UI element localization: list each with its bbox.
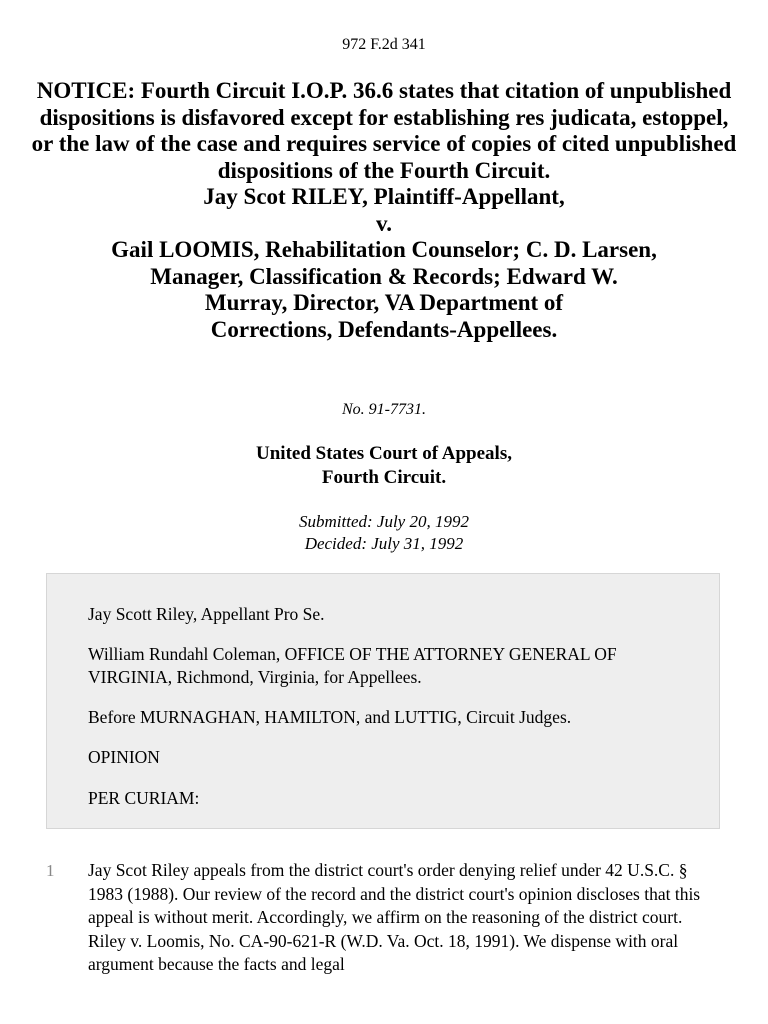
submitted-date: Submitted: July 20, 1992 — [299, 512, 469, 531]
plaintiff-line: Jay Scot RILEY, Plaintiff-Appellant, — [203, 184, 565, 209]
appellees-counsel: William Rundahl Coleman, OFFICE OF THE ATTORNEY GENERAL OF VIRGINIA, Richmond, Virginia, for Appellees. — [88, 644, 617, 687]
panel-judges: Before MURNAGHAN, HAMILTON, and LUTTIG, Circuit Judges. — [88, 707, 572, 727]
docket-number: No. 91-7731. — [342, 401, 426, 418]
defendants-line-4: Corrections, Defendants-Appellees. — [210, 316, 558, 342]
versus-line: v. — [376, 210, 392, 236]
notice-text: NOTICE: Fourth Circuit I.O.P. 36.6 states that citation of unpublished dispositions is disfavored except for establishing res judicata, estoppel, or the law of the case and requires service of copies of cited unpublished dispositions of the Fourth Circuit. — [31, 78, 737, 183]
decided-date: Decided: July 31, 1992 — [304, 534, 464, 553]
appellant-counsel: Jay Scott Riley, Appellant Pro Se. — [88, 604, 325, 624]
case-caption — [30, 78, 738, 343]
defendants-line-1: Gail LOOMIS, Rehabilitation Counselor; C. D. Larsen, — [111, 237, 657, 262]
court-name — [0, 442, 768, 490]
paragraph-number[interactable]: 1 — [46, 861, 55, 880]
court-name-line-2: Fourth Circuit. — [321, 467, 447, 488]
defendants-line-2: Manager, Classification & Records; Edward W. — [150, 263, 618, 289]
court-name-line-1: United States Court of Appeals, — [256, 443, 512, 464]
per-curiam-label: PER CURIAM: — [88, 788, 200, 808]
opinion-label: OPINION — [88, 747, 160, 767]
opinion-paragraph: Jay Scot Riley appeals from the district court's order denying relief under 42 U.S.C. § 1983 (1988). Our review of the record and the district court's opinion discloses that this appeal is without merit. Accordingly, we affirm on the reasoning of the district court. Riley v. Loomis, No. CA-90-621-R (W.D. Va. Oct. 18, 1991). We dispense with oral argument because the facts and legal — [88, 860, 701, 974]
case-dates — [0, 511, 768, 555]
reporter-citation: 972 F.2d 341 — [342, 36, 426, 53]
counsel-box — [46, 573, 720, 829]
defendants-line-3: Murray, Director, VA Department of — [204, 290, 564, 315]
